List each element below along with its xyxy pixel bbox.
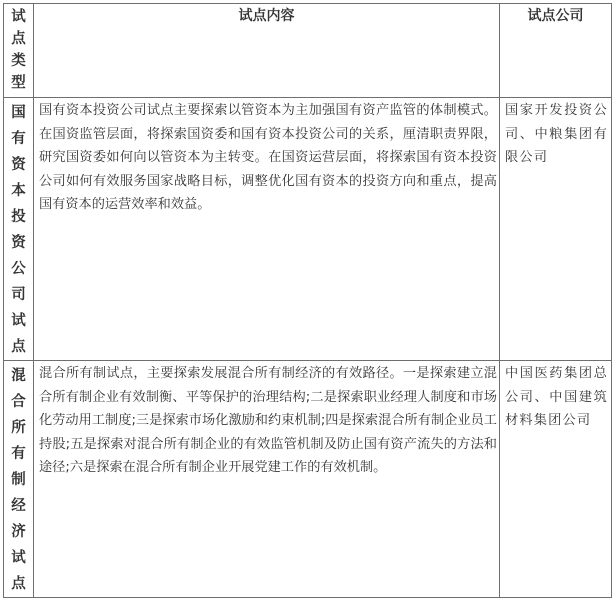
row-company-cell: 中国医药集团总公司、中国建筑材料集团公司 (500, 361, 612, 598)
row-type-char: 有 (11, 131, 26, 147)
row-type-char: 资 (11, 157, 26, 173)
pilot-table (3, 3, 612, 598)
header-type-char: 试 (11, 9, 26, 25)
row-type-char: 点 (11, 339, 26, 355)
header-type-cell (4, 4, 34, 98)
row-type-char: 公 (11, 261, 26, 277)
row-type-char: 试 (11, 550, 26, 566)
row-type-char: 司 (11, 287, 26, 303)
row-type-char: 合 (11, 394, 26, 410)
header-content-cell: 试点内容 (34, 4, 500, 98)
row-type-char: 有 (11, 446, 26, 462)
row-type-char: 所 (11, 420, 26, 436)
row-type-char: 投 (11, 209, 26, 225)
row-type-char: 本 (11, 183, 26, 199)
row-type-char: 混 (11, 368, 26, 384)
table-row (4, 98, 612, 361)
header-type-char: 型 (11, 75, 26, 91)
row-type-char: 国 (11, 105, 26, 121)
row-type-char: 资 (11, 235, 26, 251)
row-type-char: 济 (11, 524, 26, 540)
row-type-char: 试 (11, 313, 26, 329)
row-type-cell (4, 361, 34, 598)
row-type-cell (4, 98, 34, 361)
table-row (4, 361, 612, 598)
header-row (4, 4, 612, 98)
row-type-char: 点 (11, 576, 26, 592)
row-type-char: 经 (11, 498, 26, 514)
header-type-char: 点 (11, 31, 26, 47)
row-content-cell: 混合所有制试点，主要探索发展混合所有制经济的有效路径。一是探索建立混合所有制企业有效制衡、平等保护的治理结构;二是探索职业经理人制度和市场化劳动用工制度;三是探索市场化激励和约束机制;四是探索混合所有制企业员工持股;五是探索对混合所有制企业的有效监管机制及防止国有资产流失的方法和途径;六是探索在混合所有制企业开展党建工作的有效机制。 (34, 361, 500, 598)
row-content-cell: 国有资本投资公司试点主要探索以管资本为主加强国有资产监管的体制模式。在国资监管层面，将探索国资委和国有资本投资公司的关系，厘清职责界限，研究国资委如何向以管资本为主转变。在国资运营层面，将探索国有资本投资公司如何有效服务国家战略目标，调整优化国有资本的投资方向和重点，提高国有资本的运营效率和效益。 (34, 98, 500, 361)
header-type-char: 类 (11, 53, 26, 69)
header-company-cell: 试点公司 (500, 4, 612, 98)
row-company-cell: 国家开发投资公司、中粮集团有限公司 (500, 98, 612, 361)
row-type-char: 制 (11, 472, 26, 488)
